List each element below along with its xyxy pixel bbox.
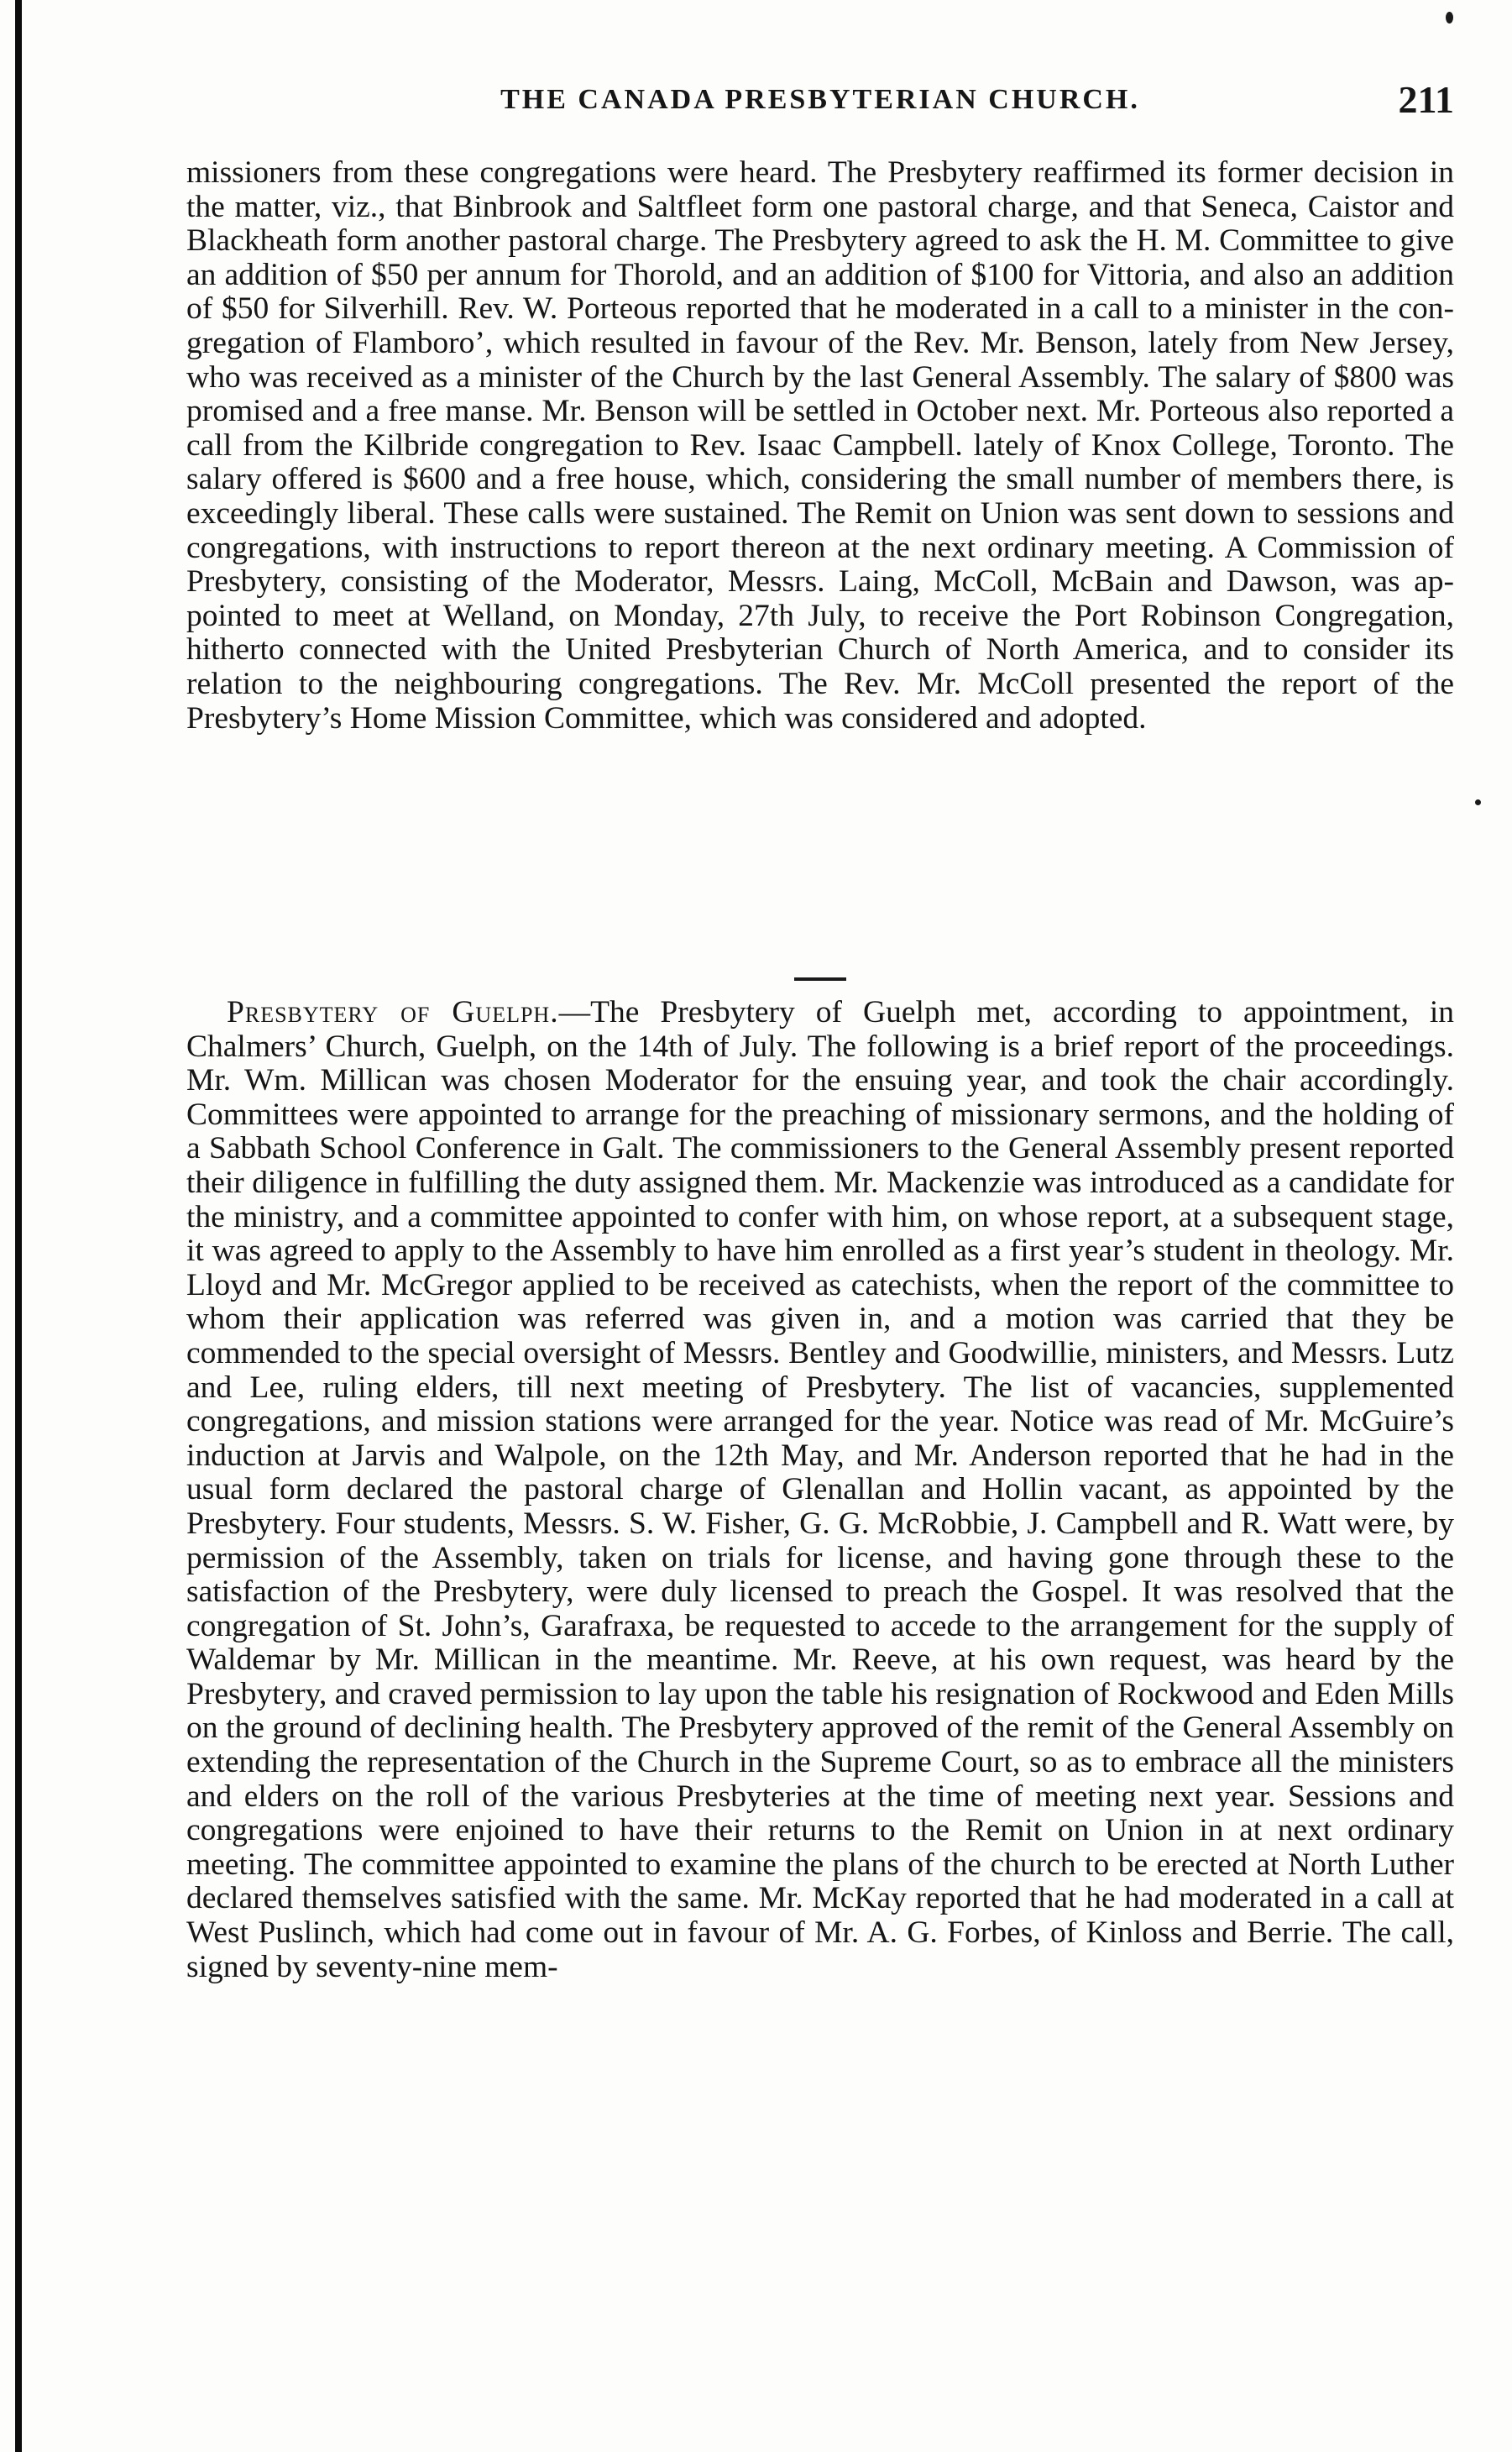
paragraph-hamilton-report (186, 156, 1454, 736)
section-divider (794, 977, 846, 981)
page-number: 211 (1398, 78, 1454, 121)
paragraph-guelph-report (186, 996, 1454, 1984)
print-speck (1446, 12, 1453, 24)
running-head: THE CANADA PRESBYTERIAN CHURCH. (500, 84, 1140, 115)
page-header (186, 69, 1454, 129)
section-heading: Presbytery of Guelph. (227, 995, 559, 1030)
paragraph-text: missioners from these congregations were heard. The Presbytery reaffirmed its former decision in the matter, viz., that Binbrook and Saltfleet form one pastoral charge, and that Seneca, Caistor and Blackheath form another pastoral charge. The Presbytery agreed to ask the H. M. Committee to give an addition of $50 per annum for Thorold, and an addition of $100 for Vittoria, and also an addition of $50 for Silverhill. Rev. W. Porteous reported that he moderated in a call to a minister in the congregation of Flamboro’, which resulted in favour of the Rev. Mr. Benson, lately from New Jersey, who was received as a minister of the Church by the last General Assembly. The salary of $800 was promised and a free manse. Mr. Benson will be settled in October next. Mr. Porteous also reported a call from the Kilbride congregation to Rev. Isaac Campbell. lately of Knox College, Toronto. The salary offered is $600 and a free house, which, considering the small number of members there, is exceedingly liberal. These calls were sustained. The Remit on Union was sent down to sessions and congregations, with instructions to report thereon at the next ordinary meeting. A Commission of Presbytery, consisting of the Moderator, Messrs. Laing, McColl, McBain and Dawson, was appointed to meet at Welland, on Monday, 27th July, to receive the Port Robinson Congregation, hitherto connected with the United Presbyterian Church of North America, and to consider its relation to the neighbouring congregations. The Rev. Mr. McColl presented the report of the Presbytery’s Home Mission Committee, which was considered and adopted. (186, 155, 1454, 736)
paragraph-body (186, 996, 1454, 1984)
print-speck (1475, 799, 1481, 805)
paragraph-text: —The Presbytery of Guelph met, according to appointment, in Chalmers’ Church, Guelph, on the 14th of July. The following is a brief report of the proceedings. Mr. Wm. Millican was chosen Moderator for the ensuing year, and took the chair accordingly. Committees were appointed to arrange for the preaching of missionary sermons, and the holding of a Sabbath School Conference in Galt. The commissioners to the General Assembly present reported their diligence in fulfilling the duty assigned them. Mr. Mackenzie was introduced as a candidate for the ministry, and a committee appointed to confer with him, on whose report, at a subsequent stage, it was agreed to apply to the Assembly to have him enrolled as a first year’s student in theology. Mr. Lloyd and Mr. McGregor applied to be received as catechists, when the report of the committee to whom their application was referred was given in, and a motion was carried that they be commended to the special oversight of Messrs. Bentley and Goodwillie, ministers, and Messrs. Lutz and Lee, ruling elders, till next meeting of Presbytery. The list of vacancies, supplemented congregations, and mission stations were arranged for the year. Notice was read of Mr. McGuire’s induction at Jarvis and Walpole, on the 12th May, and Mr. Anderson reported that he had in the usual form declared the pastoral charge of Glenallan and Hollin vacant, as appointed by the Presbytery. Four students, Messrs. S. W. Fisher, G. G. McRobbie, J. Campbell and R. Watt were, by permission of the Assembly, taken on trials for license, and having gone through these to the satisfaction of the Presbytery, were duly licensed to preach the Gospel. It was resolved that the congregation of St. John’s, Garafraxa, be requested to accede to the arrangement for the supply of Waldemar by Mr. Millican in the meantime. Mr. Reeve, at his own request, was heard by the Presbytery, and craved permission to lay upon the table his resignation of Rockwood and Eden Mills on the ground of declining health. The Presbytery approved of the remit of the General Assembly on extending the representation of the Church in the Supreme Court, so as to embrace all the ministers and elders on the roll of the various Presbyteries at the time of meeting next year. Sessions and congregations were enjoined to have their returns to the Remit on Union in at next ordinary meeting. The committee appointed to examine the plans of the church to be erected at North Luther declared themselves satisfied with the same. Mr. McKay reported that he had moderated in a call at West Puslinch, which had come out in favour of Mr. A. G. Forbes, of Kinloss and Berrie. The call, signed by seventy-nine mem- (186, 995, 1455, 1984)
binding-edge-shadow (15, 0, 22, 2452)
